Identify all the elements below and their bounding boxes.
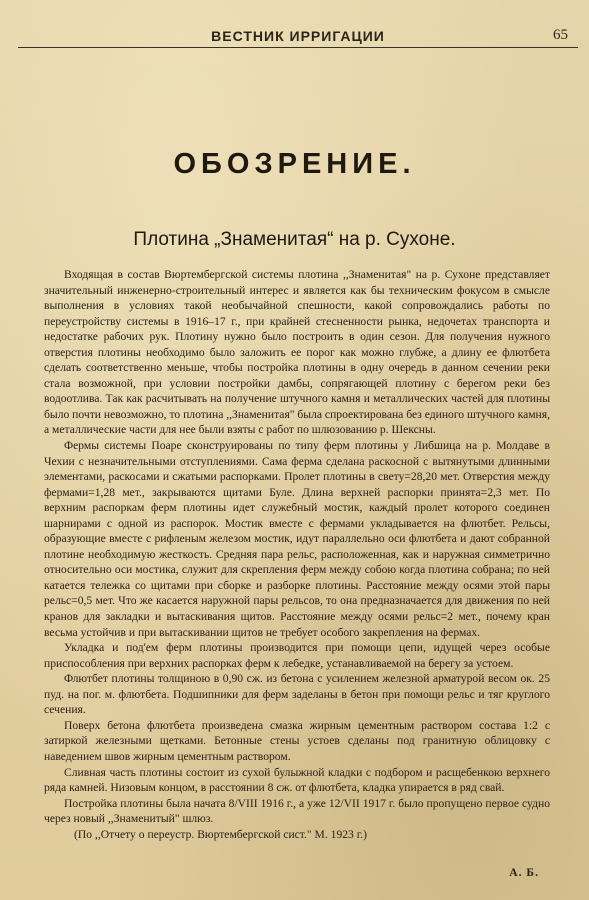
author-signature: А. Б. <box>509 866 539 879</box>
article-title: Плотина „Знаменитая“ на р. Сухоне. <box>133 229 456 250</box>
page-header <box>18 22 578 48</box>
article-body <box>44 267 550 842</box>
paragraph: Сливная часть плотины состоит из сухой булыжной кладки с подбором и расщебенкою верхнего ряда камней. Низовым концом, в расстоянии 8 сж. от флютбета, кладка упирается в ряд свай. <box>44 765 550 795</box>
header-rule <box>18 47 578 48</box>
running-title: ВЕСТНИК ИРРИГАЦИИ <box>211 28 385 44</box>
paragraph: Постройка плотины была начата 8/VIII 1916 г., а уже 12/VII 1917 г. было пропущено первое судно через новый ,,Знаменитый" шлюз. <box>44 796 550 826</box>
section-title: ОБОЗРЕНИЕ. <box>173 148 416 180</box>
paragraph: Фермы системы Поаре сконструированы по типу ферм плотины у Либшица на р. Молдаве в Чехии с незначительными отступлениями. Сама ферма сделана раскосной с вытянутыми длинными элементами, раскосами и сжатыми распорками. Пролет плотины в свету=28,20 мет. Отверстия между фермами=1,28 мет., закрываются щитами Буле. Длина верхней распорки принята=2,3 мет. По верхним распоркам ферм плотины идет служебный мостик, каждый пролет которого соединен шарнирами с одной из распорок. Мостик вместе с фермами укладывается на флютбет. Рельсы, образующие вместе с рифленым железом мостик, идут параллельно оси флютбета и дают собранной плотине необходимую жесткость. Средняя пара рельс, расположенная, как и наружная симметрично относительно оси мостика, служит для скрепления ферм между собою когда плотина собрана; по ней катается тележка со щитами при сборке и разборке плотины. Расстояние между осями этой пары рельс=0,5 мет. Что же касается наружной пары рельсов, то она предназначается для движения по ней кранов для закладки и вытаскивания щитов. Расстояние между осями рельс=2 мет., почему кран весьма устойчив и при вытаскивании щитов не требует особого закрепления на фермах. <box>44 439 550 639</box>
paragraph: Поверх бетона флютбета произведена смазка жирным цементным раствором состава 1:2 с затиркой железными щетками. Бетонные стены устоев сделаны под гранитную облицовку с наведением швов жирным цементным раствором. <box>44 718 550 763</box>
paragraph: Укладка и под'ем ферм плотины производится при помощи цепи, идущей через особые приспособления при верхних распорках ферм к лебедке, устанавливаемой на берегу за устоем. <box>44 641 550 670</box>
paragraph: Входящая в состав Вюртембергской системы плотина ,,Знаменитая" на р. Сухоне представляет значительный инженерно-строительный интерес и является как бы техническим фокусом в смысле выполнения в условиях такой необычайной спешности, какой сопровождались работы по переустройству системы в 1916–17 г., при крайней стесненности рынка, недочетах транспорта и недостатке рабочих рук. Плотину нужно было построить в один сезон. Для получения нужного отверстия плотины необходимо было заложить ее порог как можно глубже, а длину ее флютбета сделать соответственно меньше, чтобы постройка плотины в одну очередь в данном сечении реки стала возможной, при условии постройки дамбы, сопрягающей плотину с берегом реки без водоотлива. Так как расчитывать на получение штучного камня и металлических частей для плотины было почти невозможно, то плотина ,,Знаменитая" была спроектирована без единого штучного камня, а металлические части для нее были взяты с работ по шлюзованию р. Шексны. <box>44 268 550 437</box>
page-number: 65 <box>553 27 568 43</box>
source-citation: (По ,,Отчету о переустр. Вюртембергской сист." М. 1923 г.) <box>74 827 367 841</box>
paragraph: Флютбет плотины толщиною в 0,90 сж. из бетона с усилением железной арматурой весом ок. 25 пуд. на пог. м. флютбета. Подшипники для ферм заделаны в бетон при помощи рельс и тяг круглого сечения. <box>44 672 550 717</box>
